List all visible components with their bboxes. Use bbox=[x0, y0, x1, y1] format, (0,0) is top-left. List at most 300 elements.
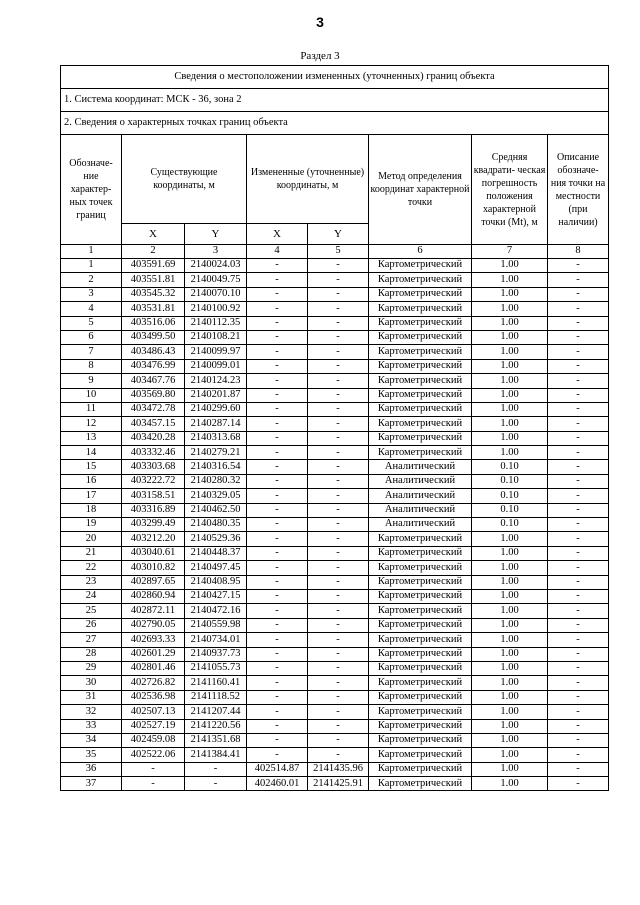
existing-x-cell: 402522.06 bbox=[122, 748, 185, 762]
existing-y-cell: - bbox=[185, 777, 247, 791]
existing-y-cell: 2141220.56 bbox=[185, 719, 247, 733]
accuracy-cell: 0.10 bbox=[472, 460, 548, 474]
existing-y-cell: 2140099.97 bbox=[185, 345, 247, 359]
table-row bbox=[61, 748, 609, 762]
changed-y-cell: - bbox=[308, 618, 369, 632]
point-number-cell: 4 bbox=[61, 302, 122, 316]
point-number-cell: 28 bbox=[61, 647, 122, 661]
changed-x-cell: - bbox=[247, 259, 308, 273]
existing-x-cell: 403316.89 bbox=[122, 503, 185, 517]
changed-y-cell: - bbox=[308, 604, 369, 618]
table-row bbox=[61, 489, 609, 503]
coord-system-row: 1. Система координат: МСК - 36, зона 2 bbox=[61, 89, 609, 112]
table-row bbox=[61, 374, 609, 388]
point-number-cell: 32 bbox=[61, 705, 122, 719]
existing-y-cell: 2140287.14 bbox=[185, 417, 247, 431]
point-number-cell: 16 bbox=[61, 474, 122, 488]
method-cell: Картометрический bbox=[369, 374, 472, 388]
accuracy-cell: 1.00 bbox=[472, 388, 548, 402]
description-cell: - bbox=[548, 503, 609, 517]
existing-y-cell: 2140462.50 bbox=[185, 503, 247, 517]
changed-y-cell: - bbox=[308, 273, 369, 287]
existing-y-cell: 2140112.35 bbox=[185, 316, 247, 330]
existing-x-cell: 402536.98 bbox=[122, 690, 185, 704]
existing-y-cell: 2141160.41 bbox=[185, 676, 247, 690]
existing-y-cell: 2140299.60 bbox=[185, 402, 247, 416]
header-description: Описание обозначе- ния точки на местности (при наличии) bbox=[548, 135, 609, 245]
existing-y-cell: 2140497.45 bbox=[185, 561, 247, 575]
existing-x-cell: 403303.68 bbox=[122, 460, 185, 474]
accuracy-cell: 1.00 bbox=[472, 402, 548, 416]
point-number-cell: 5 bbox=[61, 316, 122, 330]
point-number-cell: 3 bbox=[61, 287, 122, 301]
point-number-cell: 29 bbox=[61, 661, 122, 675]
header-changed-y: Y bbox=[308, 224, 369, 245]
points-header-row: 2. Сведения о характерных точках границ объекта bbox=[61, 112, 609, 135]
changed-y-cell: - bbox=[308, 316, 369, 330]
description-cell: - bbox=[548, 273, 609, 287]
accuracy-cell: 1.00 bbox=[472, 719, 548, 733]
changed-x-cell: - bbox=[247, 417, 308, 431]
changed-y-cell: - bbox=[308, 690, 369, 704]
changed-y-cell: - bbox=[308, 446, 369, 460]
table-row bbox=[61, 575, 609, 589]
existing-y-cell: 2140280.32 bbox=[185, 474, 247, 488]
accuracy-cell: 1.00 bbox=[472, 762, 548, 776]
changed-x-cell: - bbox=[247, 431, 308, 445]
existing-y-cell: 2140099.01 bbox=[185, 359, 247, 373]
method-cell: Картометрический bbox=[369, 604, 472, 618]
point-number-cell: 33 bbox=[61, 719, 122, 733]
existing-y-cell: 2141384.41 bbox=[185, 748, 247, 762]
changed-x-cell: - bbox=[247, 374, 308, 388]
method-cell: Картометрический bbox=[369, 446, 472, 460]
existing-x-cell: 402801.46 bbox=[122, 661, 185, 675]
column-number: 7 bbox=[472, 245, 548, 259]
description-cell: - bbox=[548, 690, 609, 704]
column-number: 4 bbox=[247, 245, 308, 259]
changed-x-cell: - bbox=[247, 604, 308, 618]
changed-y-cell: - bbox=[308, 633, 369, 647]
existing-y-cell: 2140329.05 bbox=[185, 489, 247, 503]
changed-x-cell: - bbox=[247, 446, 308, 460]
existing-x-cell: 402507.13 bbox=[122, 705, 185, 719]
method-cell: Картометрический bbox=[369, 762, 472, 776]
changed-y-cell: - bbox=[308, 259, 369, 273]
changed-x-cell: - bbox=[247, 345, 308, 359]
existing-x-cell: 403299.49 bbox=[122, 518, 185, 532]
table-row bbox=[61, 647, 609, 661]
existing-x-cell: 403332.46 bbox=[122, 446, 185, 460]
changed-y-cell: - bbox=[308, 561, 369, 575]
point-number-cell: 12 bbox=[61, 417, 122, 431]
changed-y-cell: - bbox=[308, 733, 369, 747]
accuracy-cell: 1.00 bbox=[472, 431, 548, 445]
point-number-cell: 34 bbox=[61, 733, 122, 747]
table-row bbox=[61, 402, 609, 416]
table-row bbox=[61, 733, 609, 747]
table-row bbox=[61, 518, 609, 532]
existing-y-cell: 2141118.52 bbox=[185, 690, 247, 704]
changed-x-cell: - bbox=[247, 733, 308, 747]
accuracy-cell: 0.10 bbox=[472, 503, 548, 517]
existing-y-cell: 2140448.37 bbox=[185, 546, 247, 560]
method-cell: Картометрический bbox=[369, 316, 472, 330]
description-cell: - bbox=[548, 402, 609, 416]
changed-x-cell: - bbox=[247, 676, 308, 690]
table-row bbox=[61, 561, 609, 575]
existing-x-cell: 403158.51 bbox=[122, 489, 185, 503]
existing-x-cell: 402897.65 bbox=[122, 575, 185, 589]
table-row bbox=[61, 503, 609, 517]
existing-x-cell: 403457.15 bbox=[122, 417, 185, 431]
existing-x-cell: 403591.69 bbox=[122, 259, 185, 273]
existing-y-cell: 2140408.95 bbox=[185, 575, 247, 589]
point-number-cell: 8 bbox=[61, 359, 122, 373]
method-cell: Картометрический bbox=[369, 676, 472, 690]
existing-y-cell: 2140472.16 bbox=[185, 604, 247, 618]
description-cell: - bbox=[548, 618, 609, 632]
method-cell: Картометрический bbox=[369, 259, 472, 273]
method-cell: Картометрический bbox=[369, 719, 472, 733]
existing-x-cell: 403551.81 bbox=[122, 273, 185, 287]
description-cell: - bbox=[548, 633, 609, 647]
method-cell: Аналитический bbox=[369, 460, 472, 474]
accuracy-cell: 1.00 bbox=[472, 259, 548, 273]
method-cell: Аналитический bbox=[369, 518, 472, 532]
description-cell: - bbox=[548, 575, 609, 589]
existing-x-cell: 402527.19 bbox=[122, 719, 185, 733]
header-changed-coords: Измененные (уточненные) координаты, м bbox=[247, 135, 369, 224]
existing-y-cell: 2140734.01 bbox=[185, 633, 247, 647]
changed-y-cell: - bbox=[308, 676, 369, 690]
accuracy-cell: 1.00 bbox=[472, 748, 548, 762]
changed-y-cell: - bbox=[308, 345, 369, 359]
accuracy-cell: 1.00 bbox=[472, 647, 548, 661]
accuracy-cell: 1.00 bbox=[472, 561, 548, 575]
changed-x-cell: - bbox=[247, 719, 308, 733]
accuracy-cell: 1.00 bbox=[472, 316, 548, 330]
method-cell: Картометрический bbox=[369, 647, 472, 661]
point-number-cell: 23 bbox=[61, 575, 122, 589]
existing-y-cell: 2141207.44 bbox=[185, 705, 247, 719]
method-cell: Картометрический bbox=[369, 532, 472, 546]
changed-y-cell: - bbox=[308, 402, 369, 416]
description-cell: - bbox=[548, 719, 609, 733]
point-number-cell: 17 bbox=[61, 489, 122, 503]
existing-x-cell: 402860.94 bbox=[122, 589, 185, 603]
description-cell: - bbox=[548, 345, 609, 359]
accuracy-cell: 1.00 bbox=[472, 273, 548, 287]
changed-x-cell: - bbox=[247, 748, 308, 762]
description-cell: - bbox=[548, 777, 609, 791]
point-number-cell: 7 bbox=[61, 345, 122, 359]
changed-y-cell: - bbox=[308, 431, 369, 445]
changed-y-cell: 2141425.91 bbox=[308, 777, 369, 791]
changed-x-cell: - bbox=[247, 561, 308, 575]
existing-x-cell: 402601.29 bbox=[122, 647, 185, 661]
boundary-points-table bbox=[60, 65, 609, 791]
point-number-cell: 11 bbox=[61, 402, 122, 416]
description-cell: - bbox=[548, 676, 609, 690]
description-cell: - bbox=[548, 762, 609, 776]
method-cell: Картометрический bbox=[369, 417, 472, 431]
point-number-cell: 6 bbox=[61, 330, 122, 344]
existing-y-cell: 2140070.10 bbox=[185, 287, 247, 301]
description-cell: - bbox=[548, 374, 609, 388]
changed-x-cell: - bbox=[247, 302, 308, 316]
method-cell: Картометрический bbox=[369, 748, 472, 762]
accuracy-cell: 0.10 bbox=[472, 518, 548, 532]
changed-x-cell: - bbox=[247, 705, 308, 719]
point-number-cell: 27 bbox=[61, 633, 122, 647]
changed-y-cell: - bbox=[308, 589, 369, 603]
accuracy-cell: 1.00 bbox=[472, 359, 548, 373]
point-number-cell: 35 bbox=[61, 748, 122, 762]
table-title: Сведения о местоположении измененных (уточненных) границ объекта bbox=[61, 66, 609, 89]
changed-y-cell: - bbox=[308, 417, 369, 431]
point-number-cell: 13 bbox=[61, 431, 122, 445]
table-row bbox=[61, 661, 609, 675]
description-cell: - bbox=[548, 259, 609, 273]
existing-y-cell: 2140201.87 bbox=[185, 388, 247, 402]
accuracy-cell: 1.00 bbox=[472, 575, 548, 589]
description-cell: - bbox=[548, 287, 609, 301]
changed-y-cell: - bbox=[308, 719, 369, 733]
existing-y-cell: 2140559.98 bbox=[185, 618, 247, 632]
method-cell: Картометрический bbox=[369, 345, 472, 359]
existing-x-cell: 402459.08 bbox=[122, 733, 185, 747]
section-title: Раздел 3 bbox=[300, 50, 340, 62]
table-row bbox=[61, 719, 609, 733]
accuracy-cell: 1.00 bbox=[472, 287, 548, 301]
table-row bbox=[61, 474, 609, 488]
column-number: 3 bbox=[185, 245, 247, 259]
accuracy-cell: 1.00 bbox=[472, 733, 548, 747]
changed-y-cell: - bbox=[308, 661, 369, 675]
changed-y-cell: - bbox=[308, 575, 369, 589]
method-cell: Картометрический bbox=[369, 633, 472, 647]
point-number-cell: 30 bbox=[61, 676, 122, 690]
description-cell: - bbox=[548, 359, 609, 373]
changed-x-cell: - bbox=[247, 359, 308, 373]
existing-x-cell: 403010.82 bbox=[122, 561, 185, 575]
changed-y-cell: - bbox=[308, 748, 369, 762]
changed-y-cell: - bbox=[308, 489, 369, 503]
changed-x-cell: - bbox=[247, 647, 308, 661]
method-cell: Картометрический bbox=[369, 302, 472, 316]
column-number: 8 bbox=[548, 245, 609, 259]
existing-y-cell: 2140529.36 bbox=[185, 532, 247, 546]
table-row bbox=[61, 287, 609, 301]
header-existing-y: Y bbox=[185, 224, 247, 245]
changed-y-cell: - bbox=[308, 388, 369, 402]
method-cell: Картометрический bbox=[369, 388, 472, 402]
changed-x-cell: 402460.01 bbox=[247, 777, 308, 791]
table-row bbox=[61, 273, 609, 287]
existing-x-cell: 403531.81 bbox=[122, 302, 185, 316]
point-number-cell: 26 bbox=[61, 618, 122, 632]
existing-x-cell: 403486.43 bbox=[122, 345, 185, 359]
changed-x-cell: - bbox=[247, 316, 308, 330]
method-cell: Картометрический bbox=[369, 273, 472, 287]
table-row bbox=[61, 633, 609, 647]
description-cell: - bbox=[548, 474, 609, 488]
existing-y-cell: 2140024.03 bbox=[185, 259, 247, 273]
description-cell: - bbox=[548, 661, 609, 675]
accuracy-cell: 1.00 bbox=[472, 345, 548, 359]
existing-x-cell: 403545.32 bbox=[122, 287, 185, 301]
page-number: 3 bbox=[316, 14, 324, 30]
description-cell: - bbox=[548, 460, 609, 474]
description-cell: - bbox=[548, 705, 609, 719]
description-cell: - bbox=[548, 431, 609, 445]
existing-x-cell: 403467.76 bbox=[122, 374, 185, 388]
method-cell: Картометрический bbox=[369, 402, 472, 416]
existing-y-cell: 2141351.68 bbox=[185, 733, 247, 747]
method-cell: Аналитический bbox=[369, 489, 472, 503]
point-number-cell: 15 bbox=[61, 460, 122, 474]
existing-y-cell: 2140279.21 bbox=[185, 446, 247, 460]
changed-x-cell: 402514.87 bbox=[247, 762, 308, 776]
accuracy-cell: 1.00 bbox=[472, 374, 548, 388]
method-cell: Картометрический bbox=[369, 661, 472, 675]
method-cell: Картометрический bbox=[369, 561, 472, 575]
column-number: 6 bbox=[369, 245, 472, 259]
table-row bbox=[61, 388, 609, 402]
existing-x-cell: 402790.05 bbox=[122, 618, 185, 632]
method-cell: Картометрический bbox=[369, 777, 472, 791]
table-row bbox=[61, 446, 609, 460]
existing-x-cell: 403212.20 bbox=[122, 532, 185, 546]
changed-x-cell: - bbox=[247, 532, 308, 546]
changed-y-cell: - bbox=[308, 460, 369, 474]
point-number-cell: 1 bbox=[61, 259, 122, 273]
description-cell: - bbox=[548, 446, 609, 460]
accuracy-cell: 1.00 bbox=[472, 546, 548, 560]
changed-y-cell: - bbox=[308, 359, 369, 373]
header-existing-coords: Существующие координаты, м bbox=[122, 135, 247, 224]
existing-x-cell: 403499.50 bbox=[122, 330, 185, 344]
point-number-cell: 31 bbox=[61, 690, 122, 704]
method-cell: Картометрический bbox=[369, 287, 472, 301]
description-cell: - bbox=[548, 647, 609, 661]
existing-x-cell: 403420.28 bbox=[122, 431, 185, 445]
existing-x-cell: 403040.61 bbox=[122, 546, 185, 560]
table-row bbox=[61, 316, 609, 330]
description-cell: - bbox=[548, 302, 609, 316]
existing-y-cell: 2140313.68 bbox=[185, 431, 247, 445]
changed-x-cell: - bbox=[247, 690, 308, 704]
changed-x-cell: - bbox=[247, 661, 308, 675]
table-row bbox=[61, 546, 609, 560]
header-accuracy: Средняя квадрати- ческая погрешность положения характерной точки (Mt), м bbox=[472, 135, 548, 245]
existing-y-cell: 2140427.15 bbox=[185, 589, 247, 603]
existing-x-cell: 402726.82 bbox=[122, 676, 185, 690]
method-cell: Картометрический bbox=[369, 618, 472, 632]
changed-y-cell: - bbox=[308, 705, 369, 719]
point-number-cell: 18 bbox=[61, 503, 122, 517]
changed-x-cell: - bbox=[247, 575, 308, 589]
table-row bbox=[61, 604, 609, 618]
existing-y-cell: 2140108.21 bbox=[185, 330, 247, 344]
point-number-cell: 37 bbox=[61, 777, 122, 791]
table-row bbox=[61, 302, 609, 316]
table-row bbox=[61, 705, 609, 719]
accuracy-cell: 1.00 bbox=[472, 532, 548, 546]
method-cell: Картометрический bbox=[369, 359, 472, 373]
method-cell: Картометрический bbox=[369, 733, 472, 747]
point-number-cell: 14 bbox=[61, 446, 122, 460]
existing-y-cell: 2140124.23 bbox=[185, 374, 247, 388]
accuracy-cell: 1.00 bbox=[472, 330, 548, 344]
changed-y-cell: - bbox=[308, 374, 369, 388]
existing-y-cell: 2140100.92 bbox=[185, 302, 247, 316]
column-number: 5 bbox=[308, 245, 369, 259]
point-number-cell: 22 bbox=[61, 561, 122, 575]
existing-x-cell: 403476.99 bbox=[122, 359, 185, 373]
column-number: 1 bbox=[61, 245, 122, 259]
changed-y-cell: - bbox=[308, 546, 369, 560]
table-row bbox=[61, 618, 609, 632]
description-cell: - bbox=[548, 316, 609, 330]
table-row bbox=[61, 417, 609, 431]
existing-x-cell: 403516.06 bbox=[122, 316, 185, 330]
existing-y-cell: 2140937.73 bbox=[185, 647, 247, 661]
accuracy-cell: 1.00 bbox=[472, 676, 548, 690]
accuracy-cell: 1.00 bbox=[472, 417, 548, 431]
table-row bbox=[61, 460, 609, 474]
description-cell: - bbox=[548, 604, 609, 618]
method-cell: Картометрический bbox=[369, 546, 472, 560]
table-row bbox=[61, 762, 609, 776]
method-cell: Картометрический bbox=[369, 330, 472, 344]
accuracy-cell: 1.00 bbox=[472, 618, 548, 632]
description-cell: - bbox=[548, 518, 609, 532]
point-number-cell: 24 bbox=[61, 589, 122, 603]
method-cell: Картометрический bbox=[369, 575, 472, 589]
accuracy-cell: 1.00 bbox=[472, 446, 548, 460]
existing-x-cell: 403569.80 bbox=[122, 388, 185, 402]
table-row bbox=[61, 676, 609, 690]
changed-x-cell: - bbox=[247, 460, 308, 474]
method-cell: Картометрический bbox=[369, 690, 472, 704]
table-body bbox=[61, 259, 609, 791]
table-row bbox=[61, 345, 609, 359]
existing-x-cell: 403222.72 bbox=[122, 474, 185, 488]
existing-x-cell: 403472.78 bbox=[122, 402, 185, 416]
method-cell: Картометрический bbox=[369, 589, 472, 603]
existing-x-cell: 402693.33 bbox=[122, 633, 185, 647]
header-existing-x: X bbox=[122, 224, 185, 245]
changed-y-cell: - bbox=[308, 330, 369, 344]
header-changed-x: X bbox=[247, 224, 308, 245]
changed-x-cell: - bbox=[247, 388, 308, 402]
method-cell: Аналитический bbox=[369, 503, 472, 517]
accuracy-cell: 1.00 bbox=[472, 633, 548, 647]
accuracy-cell: 1.00 bbox=[472, 690, 548, 704]
changed-y-cell: - bbox=[308, 474, 369, 488]
changed-x-cell: - bbox=[247, 633, 308, 647]
changed-x-cell: - bbox=[247, 489, 308, 503]
changed-x-cell: - bbox=[247, 330, 308, 344]
changed-y-cell: - bbox=[308, 503, 369, 517]
point-number-cell: 9 bbox=[61, 374, 122, 388]
accuracy-cell: 0.10 bbox=[472, 474, 548, 488]
table-row bbox=[61, 431, 609, 445]
description-cell: - bbox=[548, 330, 609, 344]
changed-y-cell: - bbox=[308, 302, 369, 316]
